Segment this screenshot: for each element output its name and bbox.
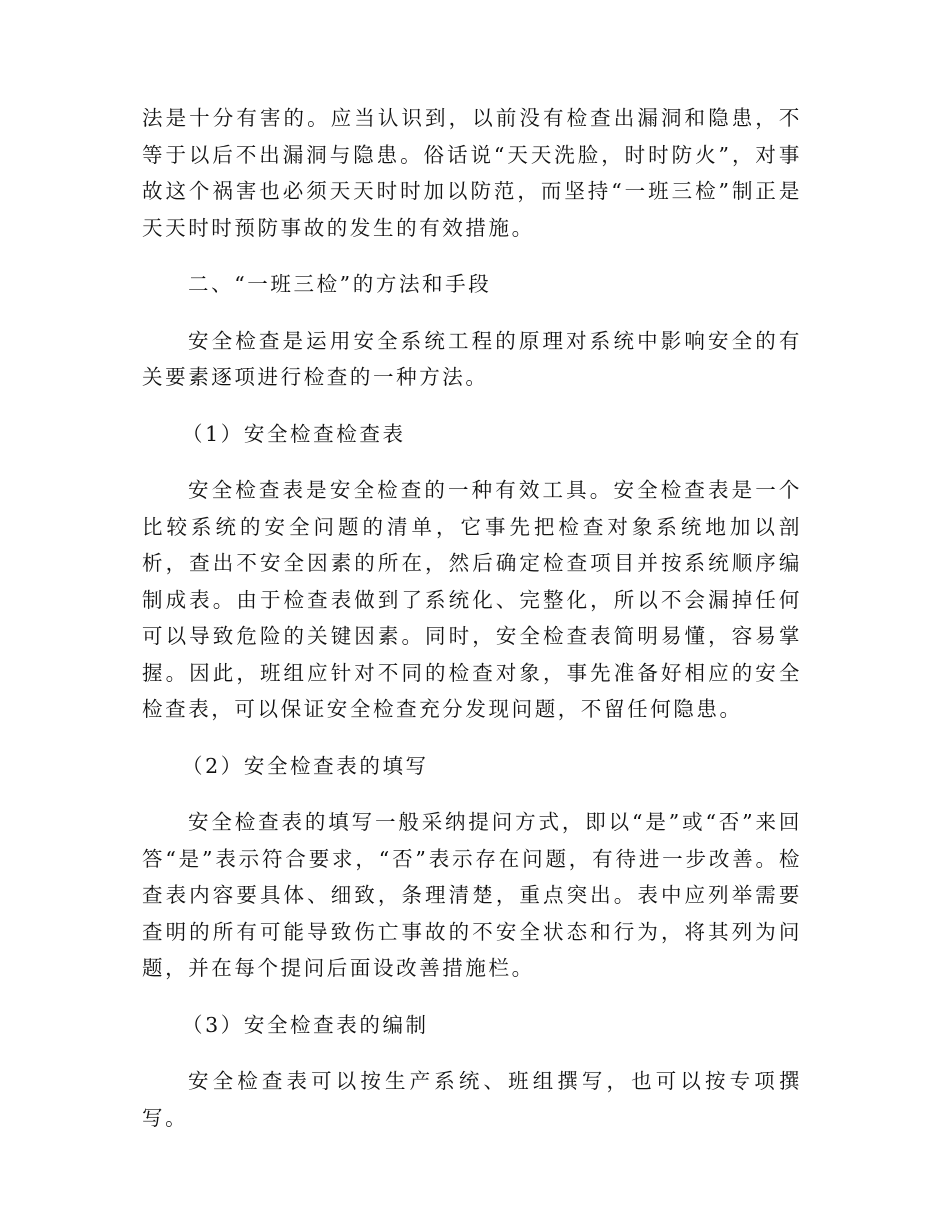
- subheading-compiling: （3）安全检查表的编制: [182, 1012, 429, 1037]
- document-body: [142, 100, 802, 1156]
- paragraph-compiling: 安全检查表可以按生产系统、班组撰写，也可以按专项撰写。: [142, 1069, 802, 1130]
- paragraph-filling: 安全检查表的填写一般采纳提问方式，即以“是”或“否”来回答“是”表示符合要求，“否”表示存在问题，有待进一步改善。检查表内容要具体、细致，条理清楚，重点突出。表中应列举需要查明的所有可能导致伤亡事故的不安全状态和行为，将其列为问题，并在每个提问后面设改善措施栏。: [142, 810, 802, 980]
- paragraph-continuation: 法是十分有害的。应当认识到，以前没有检查出漏洞和隐患，不等于以后不出漏洞与隐患。俗话说“天天洗脸，时时防火”，对事故这个祸害也必须天天时时加以防范，而坚持“一班三检”制正是天天时时预防事故的发生的有效措施。: [142, 106, 802, 240]
- subheading-checklist: （1）安全检查检查表: [182, 421, 406, 446]
- paragraph-checklist: 安全检查表是安全检查的一种有效工具。安全检查表是一个比较系统的安全问题的清单，它事先把检查对象系统地加以剖析，查出不安全因素的所在，然后确定检查项目并按系统顺序编制成表。由于检查表做到了系统化、完整化，所以不会漏掉任何可以导致危险的关键因素。同时，安全检查表简明易懂，容易掌握。因此，班组应针对不同的检查对象，事先准备好相应的安全检查表，可以保证安全检查充分发现问题，不留任何隐患。: [142, 478, 802, 721]
- paragraph-safety-inspection: 安全检查是运用安全系统工程的原理对系统中影响安全的有关要素逐项进行检查的一种方法。: [142, 328, 802, 389]
- subheading-filling: （2）安全检查表的填写: [182, 753, 429, 778]
- section-heading: 二、“一班三检”的方法和手段: [188, 272, 492, 296]
